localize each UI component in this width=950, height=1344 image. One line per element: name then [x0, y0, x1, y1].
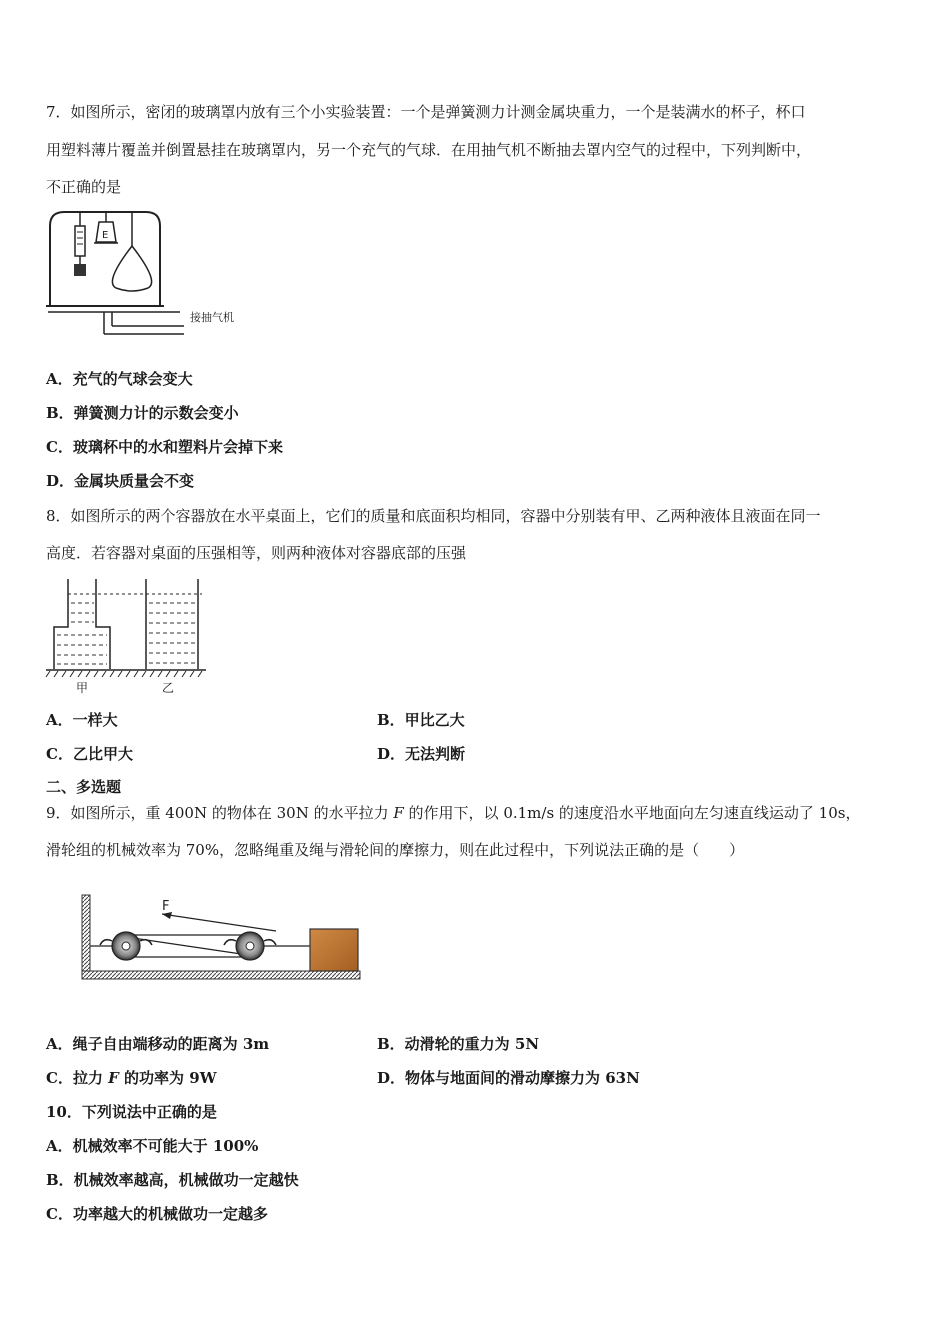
q9-option-b: B．动滑轮的重力为 5N	[377, 1035, 540, 1053]
q7-bell-jar-figure	[44, 208, 254, 343]
q9-stem-part-a: 9．如图所示，重 400N 的物体在 30N 的水平拉力	[46, 804, 394, 822]
q9-option-c-force-symbol: F	[108, 1069, 119, 1087]
q9-stem-part-b: 的作用下，以 0.1m/s 的速度沿水平地面向左匀速直线运动了 10s，	[403, 804, 861, 822]
q9-option-c	[46, 1068, 217, 1088]
q7-stem-line-3: 不正确的是	[46, 178, 122, 196]
q9-stem-force-symbol: F	[393, 804, 404, 822]
q7-option-c: C．玻璃杯中的水和塑料片会掉下来	[46, 438, 283, 456]
q7-option-a: A．充气的气球会变大	[46, 370, 193, 388]
q8-option-a: A．一样大	[46, 711, 118, 729]
spring-scale-icon	[75, 226, 85, 256]
q9-pulley-figure	[80, 893, 362, 985]
q8-label-jia: 甲	[76, 681, 89, 695]
q8-option-c: C．乙比甲大	[46, 745, 133, 763]
svg-text:E: E	[102, 230, 109, 241]
wooden-block-icon	[310, 929, 358, 971]
q9-option-a: A．绳子自由端移动的距离为 3m	[46, 1035, 270, 1053]
q7-option-d: D．金属块质量会不变	[46, 472, 195, 490]
q9-option-c-part-a: C．拉力	[46, 1069, 109, 1087]
q10-option-a: A．机械效率不可能大于 100%	[46, 1137, 259, 1155]
q10-option-b: B．机械效率越高，机械做功一定越快	[46, 1171, 299, 1189]
q9-force-label: F	[162, 899, 170, 914]
q8-option-b: B．甲比乙大	[377, 711, 465, 729]
q9-stem-line-1	[46, 803, 860, 823]
q10-option-c: C．功率越大的机械做功一定越多	[46, 1205, 268, 1223]
q8-label-yi: 乙	[162, 681, 175, 695]
section-title-multiple-choice: 二、多选题	[46, 778, 122, 796]
q7-stem-line-2: 用塑料薄片覆盖并倒置悬挂在玻璃罩内，另一个充气的气球．在用抽气机不断抽去罩内空气的过程中，下列判断中，	[46, 141, 812, 159]
q10-stem: 10．下列说法中正确的是	[46, 1103, 217, 1121]
q9-option-d: D．物体与地面间的滑动摩擦力为 63N	[377, 1069, 640, 1087]
q7-option-b: B．弹簧测力计的示数会变小	[46, 404, 239, 422]
q8-stem-line-2: 高度．若容器对桌面的压强相等，则两种液体对容器底部的压强	[46, 544, 467, 562]
q9-stem-line-2: 滑轮组的机械效率为 70%，忽略绳重及绳与滑轮间的摩擦力，则在此过程中，下列说法正确的是（ ）	[46, 841, 745, 859]
q7-figure-label: 接抽气机	[190, 311, 234, 324]
metal-block-icon	[74, 264, 86, 276]
q8-stem-line-1: 8．如图所示的两个容器放在水平桌面上，它们的质量和底面积均相同，容器中分别装有甲、乙两种液体且液面在同一	[46, 507, 821, 525]
q8-option-d: D．无法判断	[377, 745, 466, 763]
q8-containers-figure	[44, 575, 209, 697]
force-arrow-icon	[162, 914, 276, 931]
balloon-icon	[112, 246, 151, 291]
q7-stem-line-1: 7．如图所示，密闭的玻璃罩内放有三个小实验装置：一个是弹簧测力计测金属块重力，一个是装满水的杯子，杯口	[46, 103, 806, 121]
q9-option-c-part-b: 的功率为 9W	[118, 1069, 217, 1087]
